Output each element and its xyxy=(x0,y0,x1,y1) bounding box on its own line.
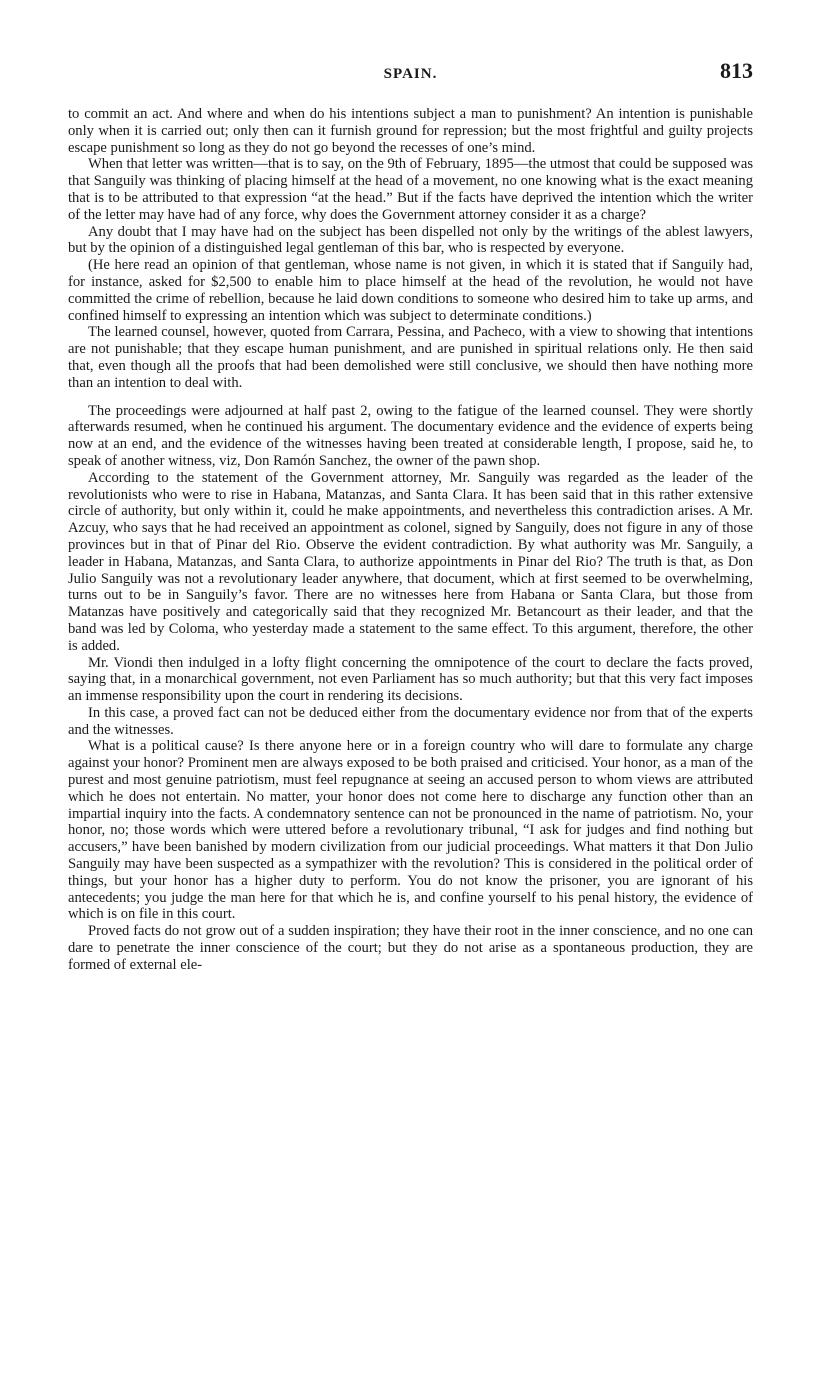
paragraph: The proceedings were adjourned at half past 2, owing to the fatigue of the learned counsel. They were shortly afterwards resumed, when he continued his argument. The documentary evidence and the evidence of experts being now at an end, and the evidence of the witnesses having been treated at considerable length, I propose, said he, to speak of another witness, viz, Don Ramón Sanchez, the owner of the pawn shop. xyxy=(68,402,753,469)
running-title: SPAIN. xyxy=(383,66,438,82)
paragraph: In this case, a proved fact can not be deduced either from the documentary evidence nor from that of the experts and the witnesses. xyxy=(68,704,753,738)
paragraph: Any doubt that I may have had on the subject has been dispelled not only by the writings of the ablest lawyers, but by the opinion of a distinguished legal gentleman of this bar, who is respected by everyone. xyxy=(68,223,753,257)
paragraph: to commit an act. And where and when do his intentions subject a man to punishment? An intention is punishable only when it is carried out; only then can it furnish ground for repression; but the most frightful and guilty projects escape punishment so long as they do not go beyond the recesses of one’s mind. xyxy=(68,106,753,156)
document-page xyxy=(68,58,753,974)
paragraph: According to the statement of the Government attorney, Mr. Sanguily was regarded as the leader of the revolutionists who were to rise in Habana, Matanzas, and Santa Clara. It has been said that in this rather extensive circle of authority, but only within it, could he make appointments, and nevertheless this contradiction arises. A Mr. Azcuy, who says that he had received an appointment as colonel, signed by Sanguily, does not figure in any of those provinces but in that of Pinar del Rio. Observe the evident contradiction. By what authority was Mr. Sanguily, a leader in Habana, Matanzas, and Santa Clara, to authorize appointments in Pinar del Rio? The truth is that, as Don Julio Sanguily was not a revolutionary leader anywhere, that document, which at first seemed to be overwhelming, turns out to be in Sanguily’s favor. There are no witnesses here from Habana or Santa Clara, but those from Matanzas have positively and categorically said that they recognized Mr. Betancourt as their leader, and that the band was led by Coloma, who yesterday made a statement to the same effect. To this argument, therefore, the other is added. xyxy=(68,469,753,654)
paragraph: Proved facts do not grow out of a sudden inspiration; they have their root in the inner conscience, and no one can dare to penetrate the inner conscience of the court; but they do not arise as a spontaneous production, they are formed of external ele- xyxy=(68,923,753,973)
running-header xyxy=(68,58,753,92)
paragraph: When that letter was written—that is to say, on the 9th of February, 1895—the utmost that could be supposed was that Sanguily was thinking of placing himself at the head of a movement, no one knowing what is the exact meaning that is to be attributed to that expression “at the head.” But if the facts have deprived the intention which the writer of the letter may have had of any force, why does the Government attorney consider it as a charge? xyxy=(68,156,753,223)
page-number: 813 xyxy=(720,58,753,83)
paragraph: What is a political cause? Is there anyone here or in a foreign country who will dare to formulate any charge against your honor? Prominent men are always exposed to be both praised and criticised. Your honor, as a man of the purest and most genuine patriotism, must feel repugnance at seeing an accused person to whom views are attributed which he does not entertain. No matter, your honor does not come here to discharge any function other than an impartial inquiry into the facts. A condemnatory sentence can not be pronounced in the name of patriotism. No, your honor, no; those words which were uttered before a revolutionary tribunal, “I ask for judges and find nothing but accusers,” have been banished by modern civilization from our judicial proceedings. What matters it that Don Julio Sanguily may have been suspected as a sympathizer with the revolution? This is considered in the political order of things, but your honor has a higher duty to perform. You do not know the prisoner, you are ignorant of his antecedents; you judge the man here for that which he is, and confine yourself to his penal history, the evidence of which is on file in this court. xyxy=(68,738,753,923)
paragraph: The learned counsel, however, quoted from Carrara, Pessina, and Pacheco, with a view to showing that intentions are not punishable; that they escape human punishment, and are punished in spiritual relations only. He then said that, even though all the proofs that had been demolished were still conclusive, we should then have nothing more than an intention to deal with. xyxy=(68,324,753,391)
body-text xyxy=(68,106,753,974)
paragraph: (He here read an opinion of that gentleman, whose name is not given, in which it is stated that if Sanguily had, for instance, asked for $2,500 to enable him to place himself at the head of the revolution, he would not have committed the crime of rebellion, because he laid down conditions to someone who desired him to take up arms, and confined himself to expressing an intention which was subject to determinate conditions.) xyxy=(68,257,753,324)
paragraph: Mr. Viondi then indulged in a lofty flight concerning the omnipotence of the court to declare the facts proved, saying that, in a monarchical government, not even Parliament has so much authority; but that this very fact imposes an immense responsibility upon the court in rendering its decisions. xyxy=(68,654,753,705)
